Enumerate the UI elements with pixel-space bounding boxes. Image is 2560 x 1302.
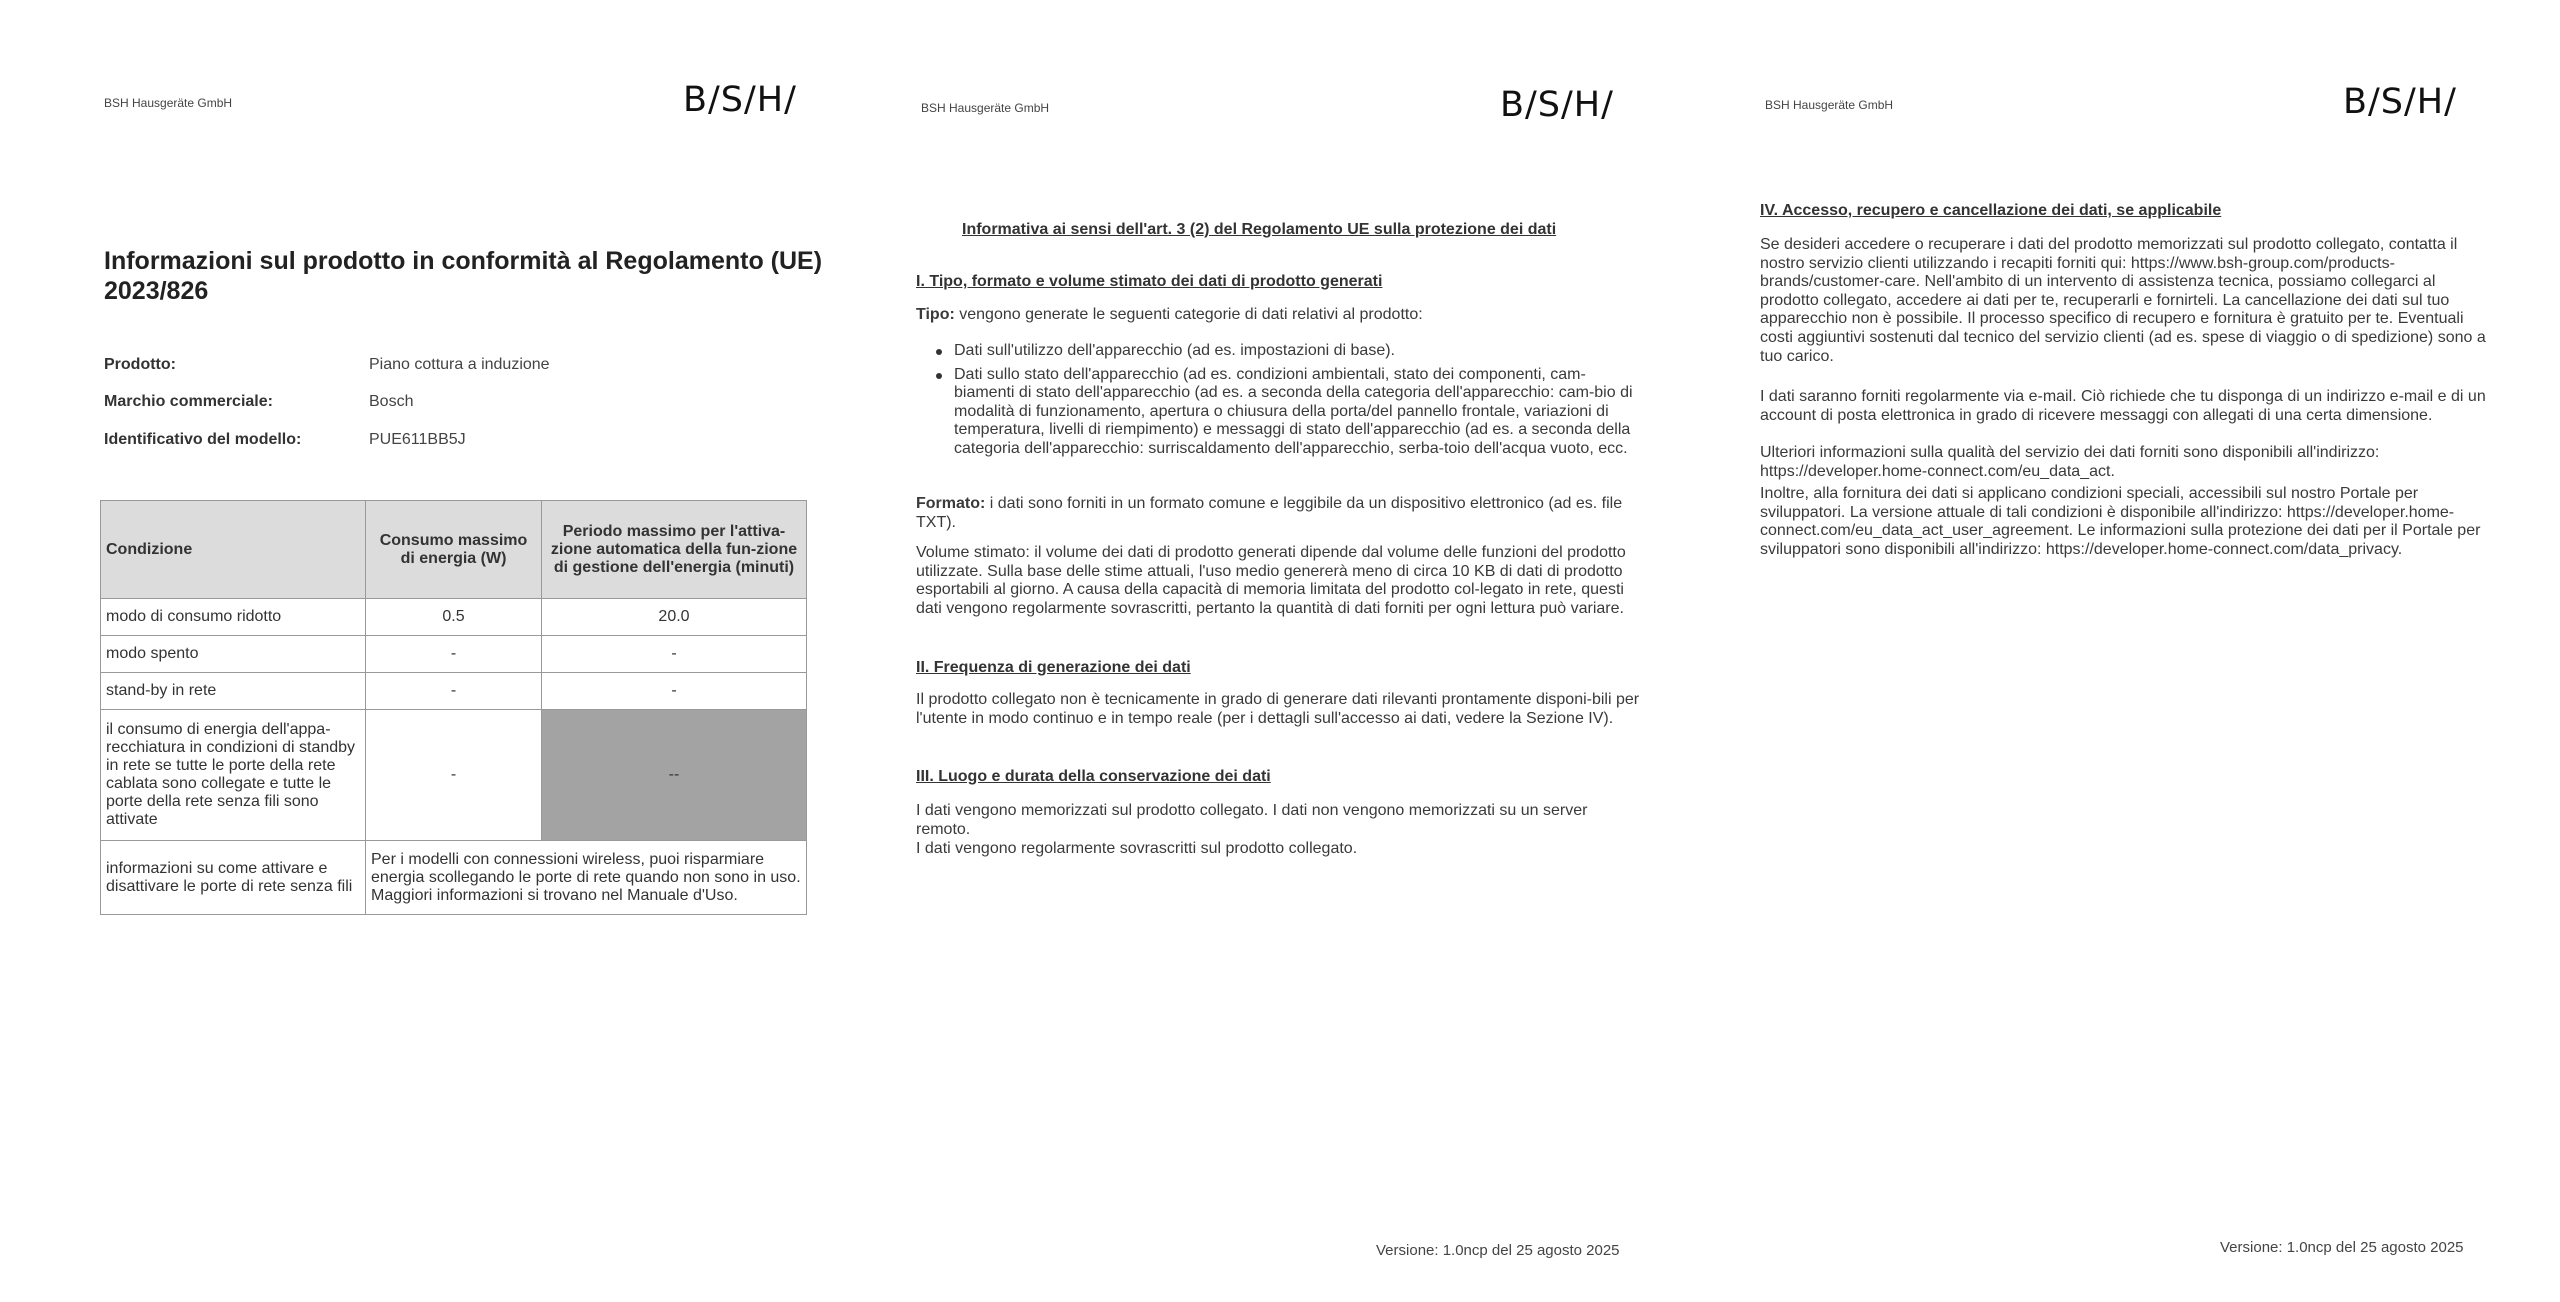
table-cell: Per i modelli con connessioni wireless, puoi risparmiare energia scollegando le porte di rete quando non sono in uso. Maggiori informazioni si trovano nel Manuale d'Uso.	[366, 841, 807, 915]
model-row	[104, 431, 604, 451]
product-value: Piano cottura a induzione	[369, 356, 550, 373]
data-category-list	[932, 342, 1644, 464]
table-cell: -	[366, 673, 542, 710]
list-item: Dati sull'utilizzo dell'apparecchio (ad es. impostazioni di base).	[932, 342, 1644, 361]
section-4-paragraph: Ulteriori informazioni sulla qualità del servizio dei dati forniti sono disponibili all'indirizzo: https://developer.home-connect.com/eu_data_act.	[1760, 444, 2380, 480]
company-name: BSH Hausgeräte GmbH	[921, 101, 1050, 115]
energy-table	[100, 500, 807, 915]
section-3-line: I dati vengono regolarmente sovrascritti sul prodotto collegato.	[916, 840, 1358, 857]
bsh-logo: B/S/H/	[2343, 82, 2457, 122]
section-1-heading: I. Tipo, formato e volume stimato dei dati di prodotto generati	[916, 273, 1383, 290]
table-row	[101, 841, 807, 915]
privacy-notice-title: Informativa ai sensi dell'art. 3 (2) del Regolamento UE sulla protezione dei dati	[962, 221, 1557, 238]
table-cell: 20.0	[542, 599, 807, 636]
brand-value: Bosch	[369, 393, 414, 410]
table-cell: il consumo di energia dell'appa-recchiatura in condizioni di standby in rete se tutte le porte della rete cablata sono collegate e tutte le porte della rete senza fili sono attivate	[101, 710, 366, 841]
section-4-paragraph: I dati saranno forniti regolarmente via e-mail. Ciò richiede che tu disponga di un indirizzo e-mail e di un account di posta elettronica in grado di ricevere messaggi con allegati di una certa dimensione.	[1760, 388, 2486, 424]
bsh-logo: B/S/H/	[1500, 85, 1614, 125]
table-cell: -	[542, 636, 807, 673]
formato-label: Formato:	[916, 495, 986, 512]
page-title: Informazioni sul prodotto in conformità al Regolamento (UE) 2023/826	[104, 247, 823, 305]
brand-row	[104, 393, 604, 413]
section-4-paragraph: Se desideri accedere o recuperare i dati del prodotto memorizzati sul prodotto collegato, contatta il nostro servizio clienti utilizzando i recapiti forniti qui: https://www.bsh-group.com/products-brands/customer-care. Nell'ambito di un intervento di assistenza tecnica, possiamo collegarci al prodotto collegato, accedere ai dati per te, recuperarli e fornirteli. La cancellazione dei dati sul tuo apparecchio non è possibile. Il processo specifico di recupero e fornitura è gratuito per te. Eventuali costi aggiuntivi sostenuti dal tecnico del servizio clienti (ad es. spese di viaggio o di spedizione) sono a tuo carico.	[1760, 236, 2486, 365]
table-row	[101, 636, 807, 673]
table-cell: -	[542, 673, 807, 710]
table-cell: modo spento	[101, 636, 366, 673]
tipo-text: vengono generate le seguenti categorie di dati relativi al prodotto:	[954, 306, 1423, 323]
formato-text: i dati sono forniti in un formato comune e leggibile da un dispositivo elettronico (ad es. file TXT).	[916, 495, 1623, 531]
company-name: BSH Hausgeräte GmbH	[104, 96, 233, 110]
bsh-logo: B/S/H/	[683, 80, 797, 120]
version-footer: Versione: 1.0ncp del 25 agosto 2025	[1376, 1242, 1620, 1259]
company-name: BSH Hausgeräte GmbH	[1765, 98, 1894, 112]
section-4-heading: IV. Accesso, recupero e cancellazione dei dati, se applicabile	[1760, 202, 2222, 219]
section-3-heading: III. Luogo e durata della conservazione dei dati	[916, 768, 1271, 785]
list-item: Dati sullo stato dell'apparecchio (ad es. condizioni ambientali, stato dei componenti, cam-biamenti di stato dell'apparecchio (ad es. a seconda della categoria dell'apparecchio: cam-bio di modalità di funzionamento, apertura o chiusura della porta/del pannello frontale, variazioni di temperatura, livelli di riempimento) e messaggi di stato dell'apparecchio (ad es. a seconda della categoria dell'apparecchio: surriscaldamento dell'apparecchio, serba-toio dell'acqua vuoto, ecc.	[932, 366, 1644, 459]
product-label: Prodotto:	[104, 356, 176, 373]
table-cell: stand-by in rete	[101, 673, 366, 710]
model-label: Identificativo del modello:	[104, 431, 302, 448]
table-header: Periodo massimo per l'attiva-zione automatica della fun-zione di gestione dell'energia (minuti)	[542, 501, 807, 599]
table-cell: 0.5	[366, 599, 542, 636]
product-row	[104, 356, 604, 376]
section-4-paragraph: Inoltre, alla fornitura dei dati si applicano condizioni speciali, accessibili sul nostro Portale per sviluppatori. La versione attuale di tali condizioni è disponibile all'indirizzo: https://developer.home-connect.com/eu_data_act_user_agreement. Le informazioni sulla protezione dei dati per il Portale per sviluppatori sono disponibili all'indirizzo: https://developer.home-connect.com/data_privacy.	[1760, 485, 2481, 558]
table-row	[101, 710, 807, 841]
table-cell: informazioni su come attivare e disattivare le porte di rete senza fili	[101, 841, 366, 915]
table-row	[101, 599, 807, 636]
table-cell: -	[366, 636, 542, 673]
tipo-label: Tipo:	[916, 306, 955, 323]
volume-paragraph: Volume stimato: il volume dei dati di prodotto generati dipende dal volume delle funzioni del prodotto utilizzate. Sulla base delle stime attuali, l'uso medio genererà meno di circa 10 KB di dati di prodotto esportabili al giorno. A causa della capacità di memoria limitata del prodotto col-legato in rete, questi dati vengono regolarmente sovrascritti, pertanto la quantità di dati forniti per ogni lettura può variare.	[916, 544, 1626, 617]
table-cell: modo di consumo ridotto	[101, 599, 366, 636]
table-header: Consumo massimo di energia (W)	[366, 501, 542, 599]
formato-paragraph	[916, 495, 1646, 532]
version-footer: Versione: 1.0ncp del 25 agosto 2025	[2220, 1239, 2464, 1256]
section-2-text: Il prodotto collegato non è tecnicamente in grado di generare dati rilevanti prontamente disponi-bili per l'utente in modo continuo e in tempo reale (per i dettagli sull'accesso ai dati, vedere la Sezione IV).	[916, 691, 1640, 727]
section-2-heading: II. Frequenza di generazione dei dati	[916, 659, 1191, 676]
table-header: Condizione	[101, 501, 366, 599]
page-1	[0, 0, 850, 1302]
brand-label: Marchio commerciale:	[104, 393, 273, 410]
table-cell-shaded: --	[542, 710, 807, 841]
model-value: PUE611BB5J	[369, 431, 466, 448]
table-cell: -	[366, 710, 542, 841]
table-row	[101, 673, 807, 710]
section-3-line: I dati vengono memorizzati sul prodotto collegato. I dati non vengono memorizzati su un server remoto.	[916, 802, 1588, 838]
tipo-paragraph	[916, 306, 1646, 325]
